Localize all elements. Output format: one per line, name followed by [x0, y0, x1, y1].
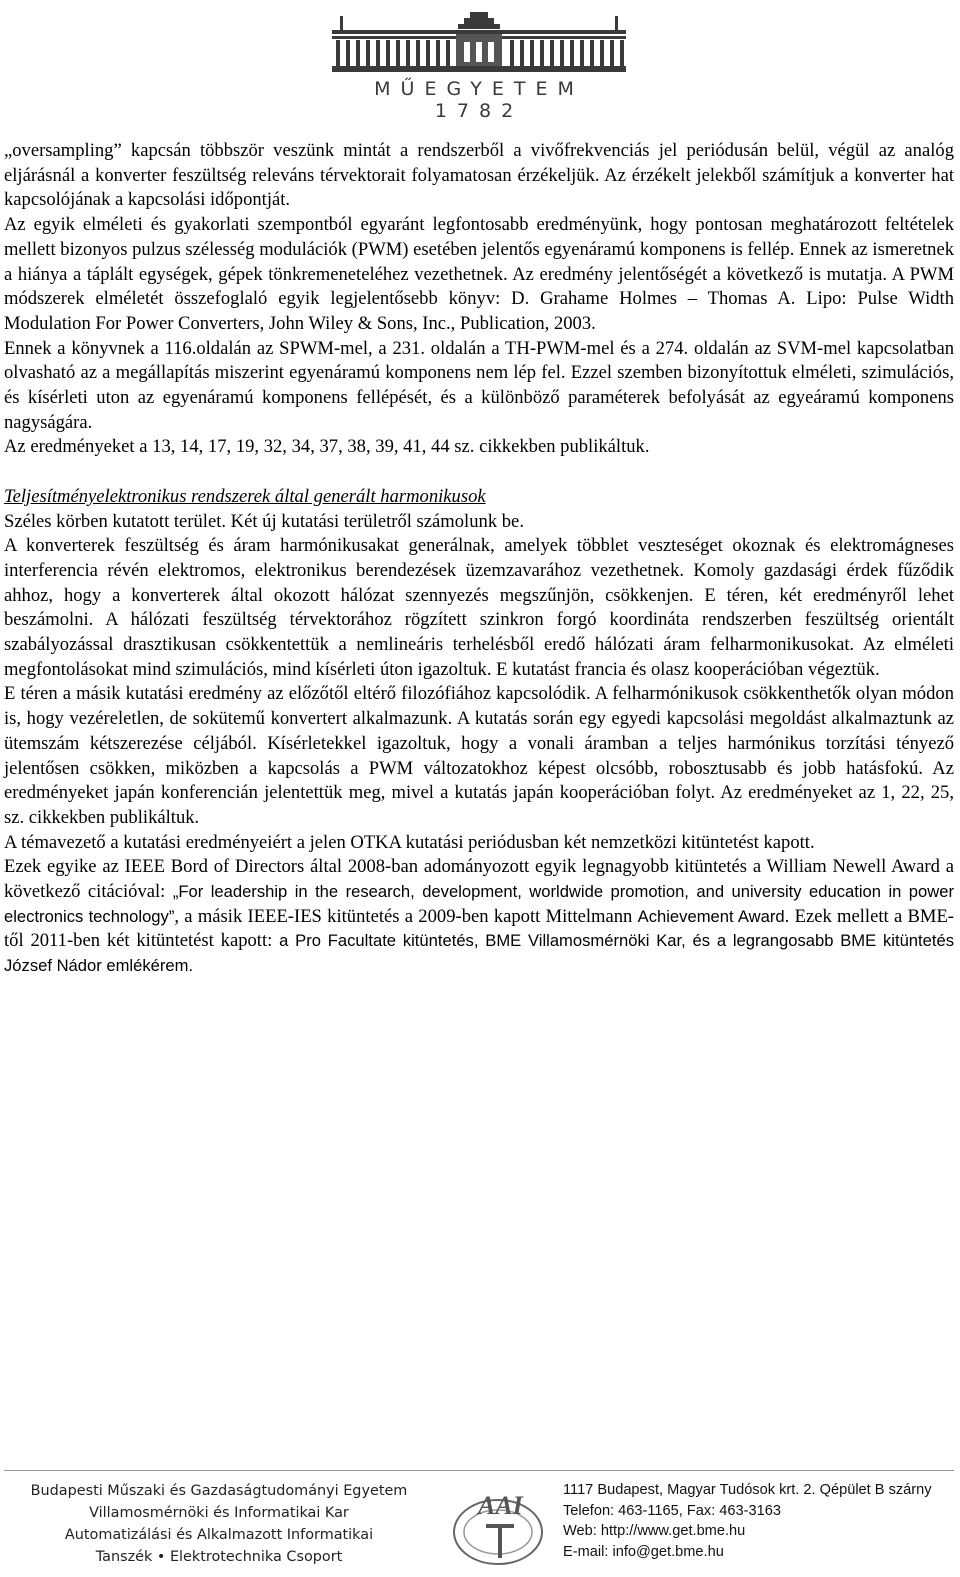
footer-institution-line: Budapesti Műszaki és Gazdaságtudományi Egyetem [30, 1483, 408, 1499]
footer-address: 1117 Budapest, Magyar Tudósok krt. 2. Qépület B szárny [563, 1482, 932, 1498]
paragraph-dc-component: Az egyik elméleti és gyakorlati szempontból egyaránt legfontosabb eredményünk, hogy pontosan meghatározott feltételek mellett bizonyos pulzus szélesség modulációk (PWM) esetében jelentős egyenáramú komponens is fellép. Ennek az ismeretnek a hiánya a táplált egységek, gépek tönkremeneteléhez vezethetnek. Az eredmény jelentőségét a következő is mutatja. A PWM módszerek elméletét összefoglaló egyik legjelentősebb könyv: D. Grahame Holmes – Thomas A. Lipo: Pulse Width Modulation For Power Converters, John Wiley & Sons, Inc., Publication, 2003. [4, 214, 954, 334]
paragraph-second-result: E téren a másik kutatási eredmény az előzőtől eltérő filozófiához kapcsolódik. A felharmónikusok csökkenthetők olyan módon is, hogy vezéreletlen, de sokütemű konvertert alkalmazunk. A kutatás során egy egyedi kapcsolási megoldást alkalmaztunk az ütemszám kétszerezése céljából. Kísérletekkel igazoltuk, hogy a vonali áramban a teljes harmónikus torzítási tényező jelentősen csökken, miközben a kapcsolás a PWM változatokhoz képest olcsóbb, robosztusabb és jobb hatásfokú. Az eredményeket japán konferencián jelentettük meg, mivel a kutatás japán kooperációban folyt. Az eredményeket az 1, 22, 25, sz. cikkekben publikáltuk. [4, 683, 954, 828]
footer-institution-line: Automatizálási és Alkalmazott Informatikai [64, 1527, 374, 1543]
footer-institution-line: Tanszék • Elektrotechnika Csoport [95, 1549, 343, 1565]
building-icon [326, 10, 632, 76]
awards-text-3: . Ezek mellett a BME-től 2011-ben két kitüntetést kapott: [4, 905, 954, 952]
footer-institution [4, 1480, 434, 1568]
awards-text-2: , a másik IEEE-IES kitüntetés a 2009-ben kapott Mittelmann [174, 905, 638, 927]
spacer [4, 460, 954, 485]
footer-institution-line: Villamosmérnöki és Informatikai Kar [89, 1505, 349, 1521]
paragraph-awards [4, 855, 954, 979]
footer-divider [4, 1470, 954, 1471]
footer-contact [563, 1480, 958, 1562]
department-logo [448, 1480, 548, 1570]
paragraph-intro: Széles körben kutatott terület. Két új kutatási területről számolunk be. [4, 510, 524, 532]
footer-web: Web: http://www.get.bme.hu [563, 1523, 746, 1539]
awards-text-1: Ezek egyike az IEEE Bord of Directors által 2008-ban adományozott egyik legnagyobb kitüntetés a William Newell Award a következő citációval: [4, 856, 954, 903]
footer-phone: Telefon: 463-1165, Fax: 463-3163 [563, 1502, 781, 1519]
footer-email: E-mail: info@get.bme.hu [563, 1543, 724, 1560]
aai-logo-icon [448, 1480, 548, 1570]
section-heading [4, 485, 954, 510]
university-logo [326, 10, 632, 122]
award-citation: „For leadership in the research, development, worldwide promotion, and university education in power electronics technology” [4, 882, 955, 926]
paragraph-oversampling: „oversampling” kapcsán többször veszünk mintát a rendszerből a vivőfrekvenciás jel periódusán belül, végül az analóg eljárásnál a konverter feszültség releváns térvektorait folyamatosan érzékeljük. Az érzékelt jelekből számítjuk a konverter hat kapcsolójának a kapcsolási időpontját. [4, 140, 954, 211]
document-body [4, 139, 954, 979]
logo-wordmark: MŰEGYETEM 1782 [374, 78, 584, 122]
paragraph-awards-intro: A témavezető a kutatási eredményeiért a jelen OTKA kutatási periódusban két nemzetközi kitüntetést kapott. [4, 831, 815, 853]
page-footer [0, 1470, 960, 1577]
section-heading-text: Teljesítményelektronikus rendszerek által generált harmonikusok [4, 485, 486, 507]
paragraph-book-reference: Ennek a könyvnek a 116.oldalán az SPWM-mel, a 231. oldalán a TH-PWM-mel és a 274. oldalán az SVM-mel kapcsolatban olvasható az a megállapítás miszerint egyenáramú komponens nem lép fel. Ezzel szemben bizonyítottuk elméleti, szimulációs, és kísérleti uton az egyenáramú komponens fellépését, és a különböző paraméterek befolyását az egyeáramú komponens nagyságára. [4, 337, 954, 433]
paragraph-publications: Az eredményeket a 13, 14, 17, 19, 32, 34, 37, 38, 39, 41, 44 sz. cikkekben publikáltuk. [4, 436, 650, 458]
award-name: Achievement Award [637, 906, 785, 926]
awards-text-tail: a Pro Facultate kitüntetés, BME Villamosmérnöki Kar, és a legrangosabb BME kitüntetés József Nádor emlékérem. [4, 931, 954, 976]
paragraph-harmonics: A konverterek feszültség és áram harmónikusakat generálnak, amelyek többlet veszteséget okoznak és elektromágneses interferencia révén elektromos, elektronikus berendezések üzemzavarához vezethetnek. Komoly gazdasági érdek fűződik ahhoz, hogy a konverterek által okozott hálózat szennyezés megszűnjön, csökkenjen. E téren, két eredményről lehet beszámolni. A hálózati feszültség térvektorához rögzített szinkron forgó koordináta rendszerben feszültség orientált szabályozással drasztikusan csökkentettük a nemlineáris terhelésből eredő hálózati áram felharmonikusokat. Az elméleti megfontolásokat mind szimulációs, mind kísérleti úton igazoltuk. E kutatást francia és olasz kooperációban végeztük. [4, 535, 954, 680]
aai-logo-text: AAI [478, 1491, 523, 1520]
